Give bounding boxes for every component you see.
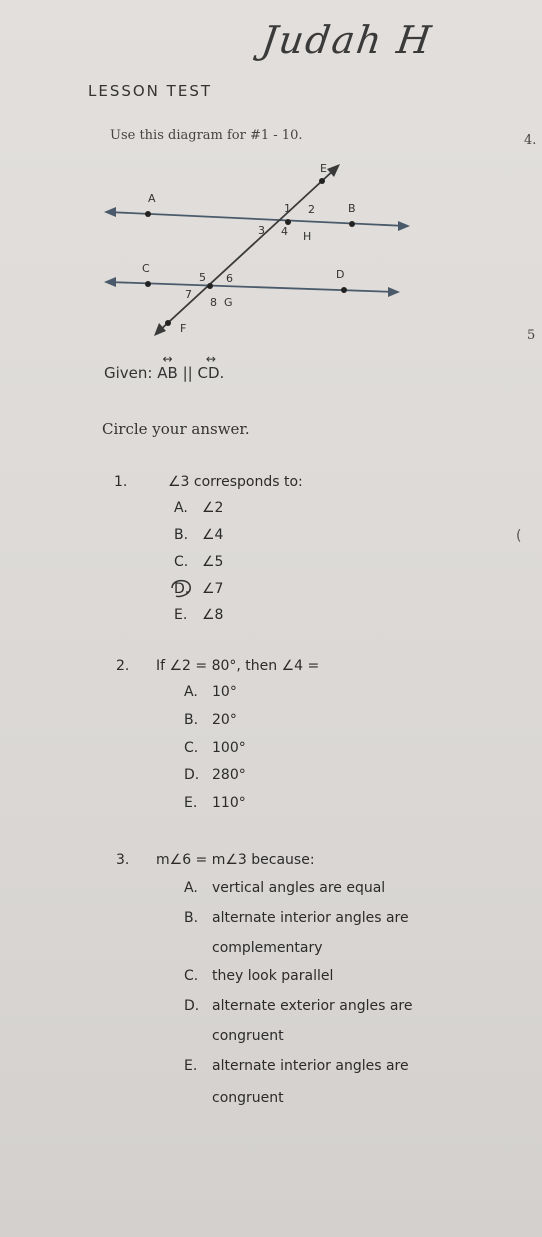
q3-option-d-continued: congruent [212,1028,284,1044]
answer-circle-mark [168,576,194,600]
page-title: LESSON TEST [88,82,212,100]
instruction-text: Use this diagram for #1 - 10. [110,128,303,143]
q3-option-e[interactable]: E. alternate interior angles are [184,1058,409,1074]
side-number-5: 5 [527,328,536,343]
handwritten-name: Judah H [258,18,436,62]
q1-option-d[interactable]: D. ∠7 [174,581,224,597]
label-6: 6 [226,272,233,285]
arrowhead-cd-left [104,277,116,287]
arrowhead-ab-left [104,207,116,217]
line-ab [108,212,406,226]
question-2-text: If ∠2 = 80°, then ∠4 = [156,658,320,674]
stray-paren-mark: ( [516,528,522,544]
question-2-number: 2. [116,658,130,674]
line-cd [108,282,396,292]
q3-option-a[interactable]: A. vertical angles are equal [184,880,386,896]
arrowhead-cd-right [388,287,400,297]
arrowhead-ef-bottom [154,323,166,336]
label-f: F [180,322,187,335]
question-3-text: m∠6 = m∠3 because: [156,852,315,868]
q2-option-a[interactable]: A. 10° [184,684,237,700]
question-3-number: 3. [116,852,130,868]
point-g [207,283,213,289]
question-1-text: ∠3 corresponds to: [168,474,303,490]
label-4: 4 [281,225,288,238]
label-c: C [142,262,150,275]
q1-option-a[interactable]: A. ∠2 [174,500,224,516]
label-e: E [320,162,327,175]
question-1-number: 1. [114,474,128,490]
line-cd-symbol: ↔ CD. [197,364,224,382]
label-d: D [336,268,345,281]
transversal-ef [158,168,336,332]
point-f [165,320,171,326]
q3-option-e-continued: congruent [212,1090,284,1106]
label-b: B [348,202,356,215]
q1-option-c[interactable]: C. ∠5 [174,554,224,570]
point-d [341,287,347,293]
point-e [319,178,325,184]
line-ab-symbol: ↔ AB [157,364,178,382]
q3-option-b-continued: complementary [212,940,323,956]
q2-option-e[interactable]: E. 110° [184,795,246,811]
point-a [145,211,151,217]
q1-option-b[interactable]: B. ∠4 [174,527,224,543]
label-5: 5 [199,271,206,284]
label-8: 8 [210,296,217,309]
q2-option-d[interactable]: D. 280° [184,767,246,783]
label-1: 1 [284,202,291,215]
label-a: A [148,192,156,205]
side-number-4: 4. [524,133,537,148]
parallel-lines-diagram [100,150,420,355]
label-7: 7 [185,288,192,301]
point-b [349,221,355,227]
q1-option-e[interactable]: E. ∠8 [174,607,224,623]
q3-option-d[interactable]: D. alternate exterior angles are [184,998,413,1014]
given-prefix: Given: [104,364,153,382]
point-c [145,281,151,287]
label-g: G [224,296,233,309]
arrowhead-ab-right [398,221,410,231]
label-h: H [303,230,312,243]
q2-option-b[interactable]: B. 20° [184,712,237,728]
q3-option-c[interactable]: C. they look parallel [184,968,334,984]
given-statement [104,364,224,382]
label-3: 3 [258,224,265,237]
q3-option-b[interactable]: B. alternate interior angles are [184,910,409,926]
parallel-symbol: || [182,364,193,382]
label-2: 2 [308,203,315,216]
q2-option-c[interactable]: C. 100° [184,740,246,756]
circle-answer-instruction: Circle your answer. [102,420,250,438]
